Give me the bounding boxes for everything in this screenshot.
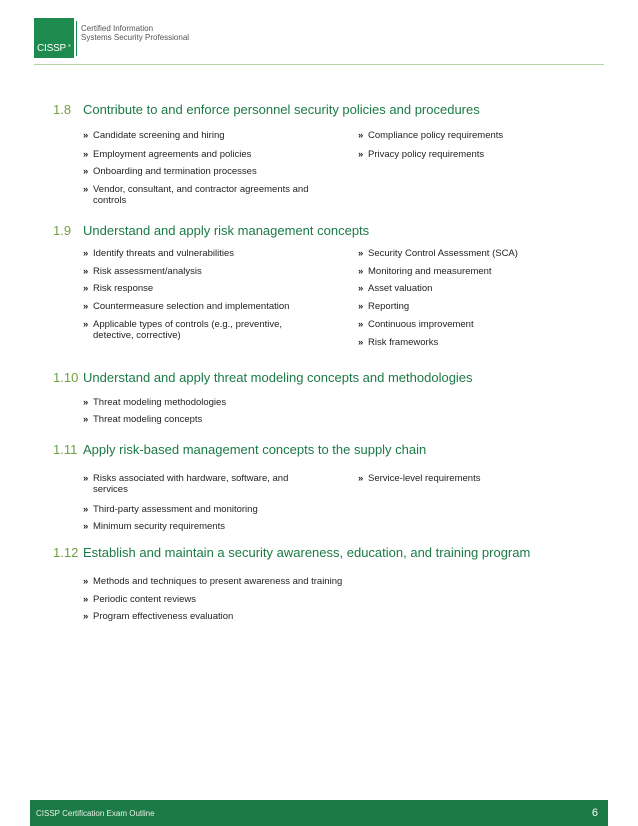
list-item: » Third-party assessment and monitoring	[83, 504, 258, 515]
cert-line-2: Systems Security Professional	[81, 33, 190, 42]
list-item: » Asset valuation	[358, 283, 433, 294]
bullet-mark: »	[358, 248, 364, 259]
bullet-mark: »	[83, 397, 89, 408]
section-heading: Understand and apply risk management concepts	[83, 223, 370, 238]
list-item: » Security Control Assessment (SCA)	[358, 248, 518, 259]
list-item: » Methods and techniques to present awareness and training	[83, 576, 343, 587]
bullet-mark: »	[83, 611, 89, 622]
section-number: 1.10	[53, 370, 79, 385]
bullet-mark: »	[83, 149, 89, 160]
list-item: » Reporting	[358, 301, 410, 312]
list-item: » Onboarding and termination processes	[83, 166, 257, 177]
bullet-mark: »	[83, 473, 89, 484]
bullet-mark: »	[83, 594, 89, 605]
section-title-1-8	[53, 102, 480, 117]
logo-registered-mark: ®	[68, 43, 71, 48]
list-item: » Periodic content reviews	[83, 594, 196, 605]
footer-title: CISSP Certification Exam Outline	[36, 809, 155, 818]
list-item: » Threat modeling methodologies	[83, 397, 227, 408]
section-number: 1.12	[53, 545, 79, 560]
logo-divider	[76, 21, 77, 56]
bullet-mark: »	[83, 130, 89, 141]
bullet-mark: »	[83, 576, 89, 587]
section-title-1-9	[53, 223, 369, 238]
list-item: » Monitoring and measurement	[358, 266, 492, 277]
bullet-mark: »	[83, 266, 89, 277]
list-item: » Risk assessment/analysis	[83, 266, 202, 277]
section-title-1-12	[53, 545, 530, 560]
bullet-mark: »	[83, 184, 89, 195]
bullet-mark: »	[358, 319, 364, 330]
section-title-1-10	[53, 370, 473, 385]
bullet-mark: »	[83, 504, 89, 515]
bullet-mark: »	[83, 301, 89, 312]
section-number: 1.8	[53, 102, 72, 117]
list-item: » Employment agreements and policies	[83, 149, 252, 160]
header-rule	[34, 64, 604, 65]
logo-text: CISSP	[37, 43, 67, 54]
section-heading: Apply risk-based management concepts to the supply chain	[83, 442, 427, 457]
bullet-mark: »	[358, 301, 364, 312]
bullet-mark: »	[83, 283, 89, 294]
bullet-mark: »	[83, 248, 89, 259]
list-item: » Risk frameworks	[358, 337, 439, 348]
list-item: » Continuous improvement	[358, 319, 474, 330]
section-heading: Understand and apply threat modeling concepts and methodologies	[83, 370, 473, 385]
bullet-mark: »	[358, 283, 364, 294]
cert-line-1: Certified Information	[81, 24, 154, 33]
bullet-mark: »	[83, 319, 89, 330]
bullet-mark: »	[83, 521, 89, 532]
page-number: 6	[591, 807, 598, 819]
list-item: » Threat modeling concepts	[83, 414, 203, 425]
section-heading: Contribute to and enforce personnel security policies and procedures	[83, 102, 480, 117]
list-item: » Risks associated with hardware, software, and services	[83, 473, 289, 495]
list-item: » Countermeasure selection and implementation	[83, 301, 290, 312]
bullet-mark: »	[358, 266, 364, 277]
bullet-mark: »	[358, 130, 364, 141]
list-item: » Compliance policy requirements	[358, 130, 504, 141]
section-number: 1.11	[53, 442, 78, 457]
list-item: » Vendor, consultant, and contractor agreements and controls	[83, 184, 309, 206]
list-item: » Risk response	[83, 283, 154, 294]
list-item: » Candidate screening and hiring	[83, 130, 225, 141]
list-item: » Minimum security requirements	[83, 521, 225, 532]
bullet-mark: »	[83, 166, 89, 177]
bullet-mark: »	[358, 149, 364, 160]
list-item: » Program effectiveness evaluation	[83, 611, 234, 622]
page-footer	[30, 800, 608, 826]
bullet-mark: »	[83, 414, 89, 425]
cissp-logo	[34, 18, 74, 58]
section-heading: Establish and maintain a security awareness, education, and training program	[83, 545, 531, 560]
bullet-mark: »	[358, 473, 364, 484]
list-item: » Applicable types of controls (e.g., preventive, detective, corrective)	[83, 319, 283, 341]
section-title-1-11	[53, 442, 426, 457]
bullet-mark: »	[358, 337, 364, 348]
section-number: 1.9	[53, 223, 72, 238]
list-item: » Identify threats and vulnerabilities	[83, 248, 234, 259]
list-item: » Privacy policy requirements	[358, 149, 485, 160]
list-item: » Service-level requirements	[358, 473, 481, 484]
